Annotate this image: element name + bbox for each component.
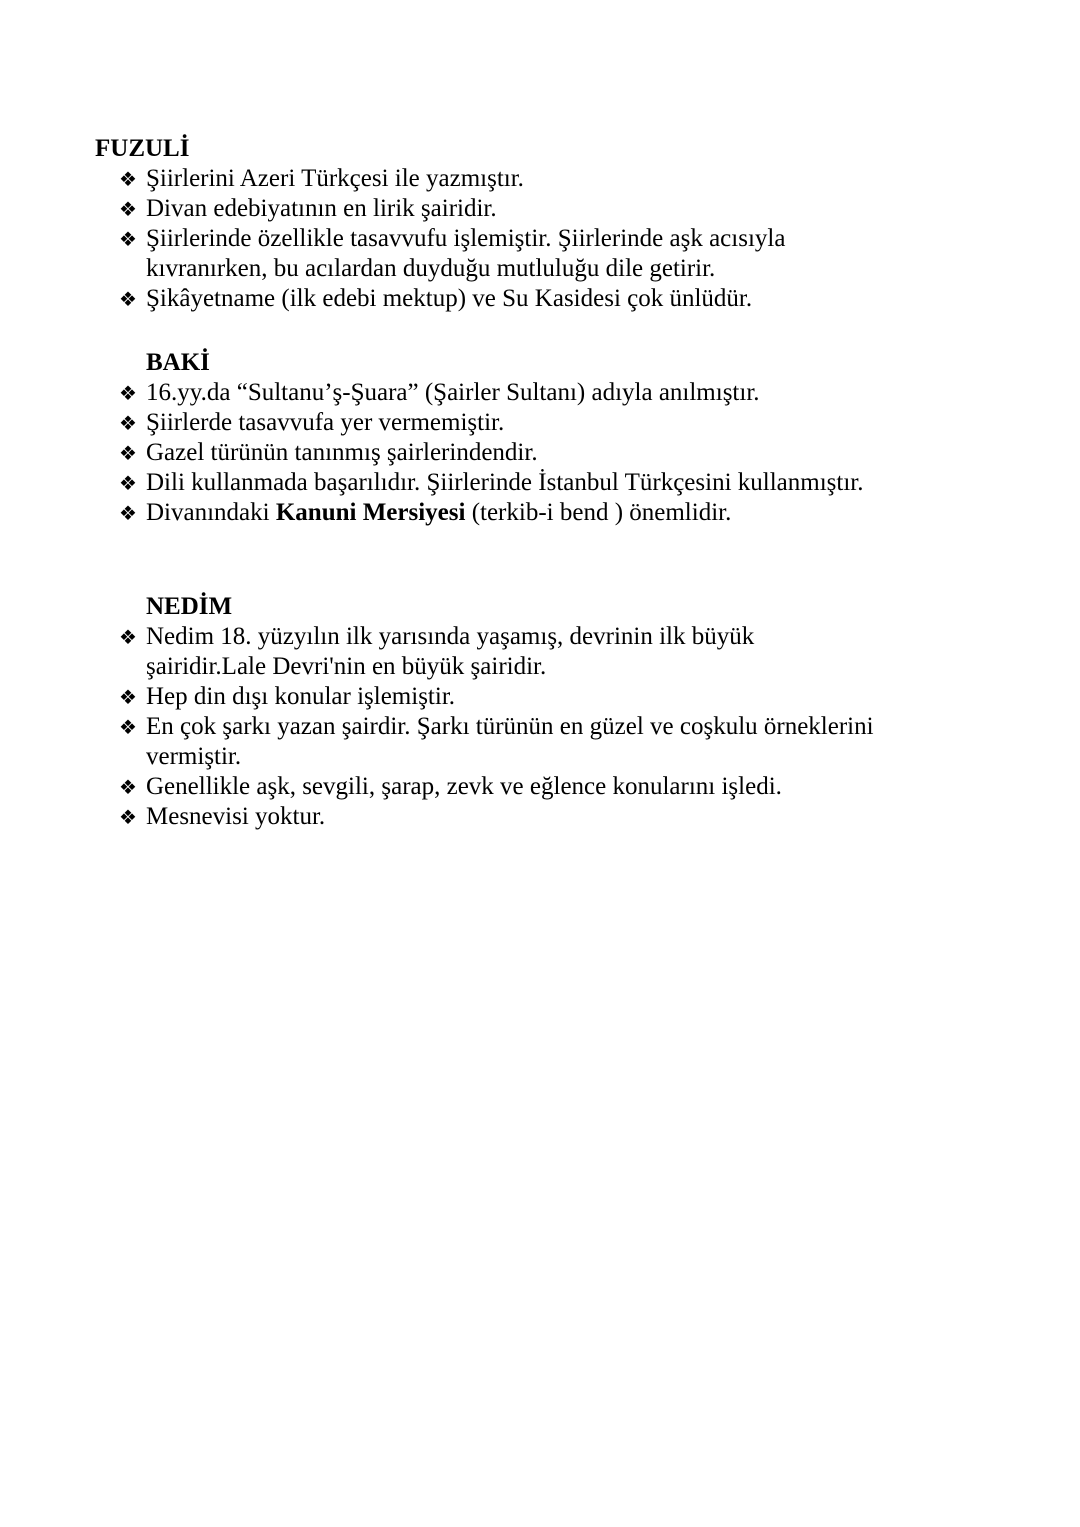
diamond-bullet-icon: ❖ — [119, 287, 137, 311]
list-item-text: Gazel türünün tanınmış şairlerindendir. — [146, 439, 538, 466]
diamond-bullet-icon: ❖ — [119, 471, 137, 495]
list-item-text: Şikâyetname (ilk edebi mektup) ve Su Kasidesi çok ünlüdür. — [146, 285, 753, 312]
list-item — [119, 712, 879, 772]
list-item — [119, 194, 855, 224]
list-item-text-after: (terkib-i bend ) önemlidir. — [465, 499, 732, 526]
list-item — [119, 164, 855, 194]
list-item-text: Dili kullanmada başarılıdır. Şiirlerinde İstanbul Türkçesini kullanmıştır. — [146, 469, 864, 496]
list-item-text: Genellikle aşk, sevgili, şarap, zevk ve eğlence konularını işledi. — [146, 773, 782, 800]
list-item — [119, 682, 879, 712]
list-item-text: Divan edebiyatının en lirik şairidir. — [146, 195, 497, 222]
bullet-list-baki — [119, 378, 879, 528]
list-item — [119, 498, 879, 528]
list-item — [119, 378, 879, 408]
list-item — [119, 408, 879, 438]
diamond-bullet-icon: ❖ — [119, 411, 137, 435]
diamond-bullet-icon: ❖ — [119, 227, 137, 251]
list-item — [119, 468, 879, 498]
list-item — [119, 802, 879, 832]
diamond-bullet-icon: ❖ — [119, 775, 137, 799]
list-item — [119, 224, 855, 284]
diamond-bullet-icon: ❖ — [119, 381, 137, 405]
list-item-text: Şiirlerini Azeri Türkçesi ile yazmıştır. — [146, 165, 524, 192]
list-item-text: Şiirlerinde özellikle tasavvufu işlemiştir. Şiirlerinde aşk acısıyla kıvranırken, bu acılardan duyduğu mutluluğu dile getirir. — [146, 225, 786, 282]
diamond-bullet-icon: ❖ — [119, 685, 137, 709]
list-item-text: En çok şarkı yazan şairdir. Şarkı türünün en güzel ve coşkulu örneklerini vermiştir. — [146, 713, 874, 770]
list-item-text: Hep din dışı konular işlemiştir. — [146, 683, 456, 710]
diamond-bullet-icon: ❖ — [119, 715, 137, 739]
section-baki — [119, 348, 879, 528]
list-item — [119, 622, 879, 682]
diamond-bullet-icon: ❖ — [119, 441, 137, 465]
section-title-baki: BAKİ — [146, 349, 210, 376]
bullet-list-fuzuli — [119, 164, 855, 314]
list-item-bold-text: Kanuni Mersiyesi — [275, 499, 466, 526]
list-item — [119, 438, 879, 468]
diamond-bullet-icon: ❖ — [119, 167, 137, 191]
list-item-text-before: Divanındaki — [146, 499, 276, 526]
list-item-text: 16.yy.da “Sultanu’ş-Şuara” (Şairler Sultanı) adıyla anılmıştır. — [146, 379, 760, 406]
diamond-bullet-icon: ❖ — [119, 197, 137, 221]
section-title-fuzuli: FUZULİ — [95, 135, 190, 162]
list-item — [119, 284, 855, 314]
diamond-bullet-icon: ❖ — [119, 501, 137, 525]
list-item-text: Nedim 18. yüzyılın ilk yarısında yaşamış, devrinin ilk büyük şairidir.Lale Devri'nin en büyük şairidir. — [146, 623, 755, 680]
list-item-text: Mesnevisi yoktur. — [146, 803, 326, 830]
list-item-text: Şiirlerde tasavvufa yer vermemiştir. — [146, 409, 505, 436]
section-nedim — [119, 592, 879, 832]
diamond-bullet-icon: ❖ — [119, 805, 137, 829]
list-item — [119, 772, 879, 802]
section-title-nedim: NEDİM — [146, 593, 233, 620]
bullet-list-nedim — [119, 622, 879, 832]
section-fuzuli — [95, 134, 855, 314]
diamond-bullet-icon: ❖ — [119, 625, 137, 649]
